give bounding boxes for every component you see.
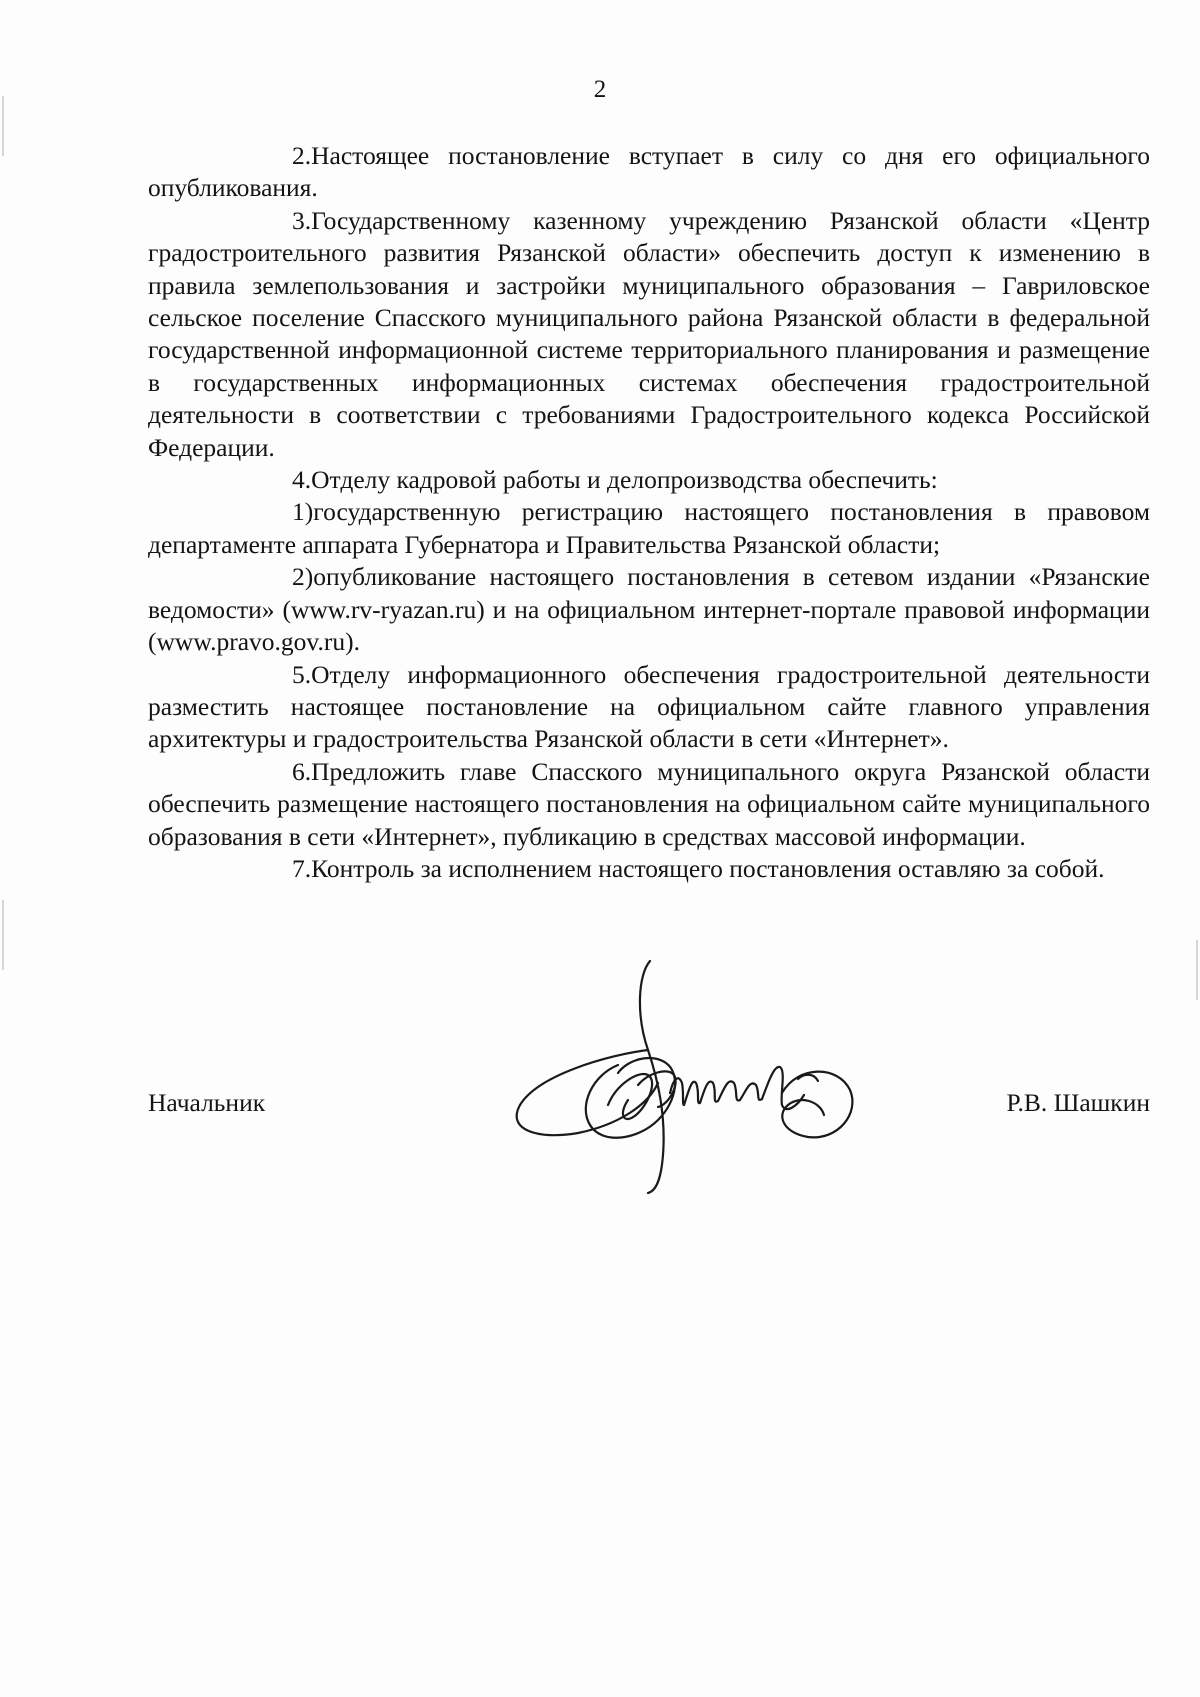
item-text: Контроль за исполнением настоящего постановления оставляю за собой.: [311, 853, 1105, 883]
paragraph-item-6: [148, 756, 1150, 853]
item-number: 4.: [292, 465, 312, 495]
page-number: 2: [593, 76, 607, 103]
paragraph-item-2: [148, 140, 1150, 205]
item-text: Предложить главе Спасского муниципального округа Рязанской области обеспечить размещение настоящего постановления на официальном сайте муниципального образования в сети «Интернет», публикацию в средствах массовой информации.: [148, 756, 1150, 851]
item-number: 7.: [292, 853, 312, 883]
item-text: опубликование настоящего постановления в сетевом издании «Рязанские ведомости» (www.rv-ryazan.ru) и на официальном интернет-портале правовой информации (www.pravo.gov.ru).: [148, 562, 1150, 657]
item-text: государственную регистрацию настоящего постановления в правовом департаменте аппарата Губернатора и Правительства Рязанской области;: [148, 497, 1150, 559]
paragraph-item-3: [148, 205, 1150, 464]
signatory-name: Р.В. Шашкин: [1006, 1088, 1150, 1117]
item-number: 5.: [292, 659, 312, 689]
paragraph-item-7: [148, 853, 1150, 885]
handwritten-signature: [498, 955, 878, 1195]
paragraph-subitem-1: [148, 496, 1150, 561]
item-text: Отделу кадровой работы и делопроизводства обеспечить:: [311, 465, 938, 495]
item-number: 2): [292, 562, 314, 592]
scan-edge-left-lower: [2, 900, 4, 970]
paragraph-item-5: [148, 659, 1150, 756]
item-number: 2.: [292, 141, 312, 170]
item-number: 3.: [292, 205, 312, 235]
item-text: Отделу информационного обеспечения градостроительной деятельности разместить настоящее постановление на официальном сайте главного управления архитектуры и градостроительства Рязанской области в сети «Интернет».: [148, 659, 1150, 754]
paragraph-item-4: [148, 464, 1150, 496]
signature-block: [148, 1087, 1150, 1127]
signatory-title: Начальник: [148, 1088, 266, 1117]
item-number: 1): [292, 497, 314, 527]
item-number: 6.: [292, 756, 312, 786]
item-text: Настоящее постановление вступает в силу со дня его официального опубликования.: [148, 141, 1150, 203]
document-body: [148, 140, 1150, 885]
paragraph-subitem-2: [148, 561, 1150, 658]
item-text: Государственному казенному учреждению Рязанской области «Центр градостроительного развития Рязанской области» обеспечить доступ к изменению в правила землепользования и застройки муниципального образования – Гавриловское сельское поселение Спасского муниципального района Рязанской области в федеральной государственной информационной системе территориального планирования и размещение в государственных информационных системах обеспечения градостроительной деятельности в соответствии с требованиями Градостроительного кодекса Российской Федерации.: [148, 205, 1150, 462]
scan-edge-right: [1196, 940, 1198, 1000]
